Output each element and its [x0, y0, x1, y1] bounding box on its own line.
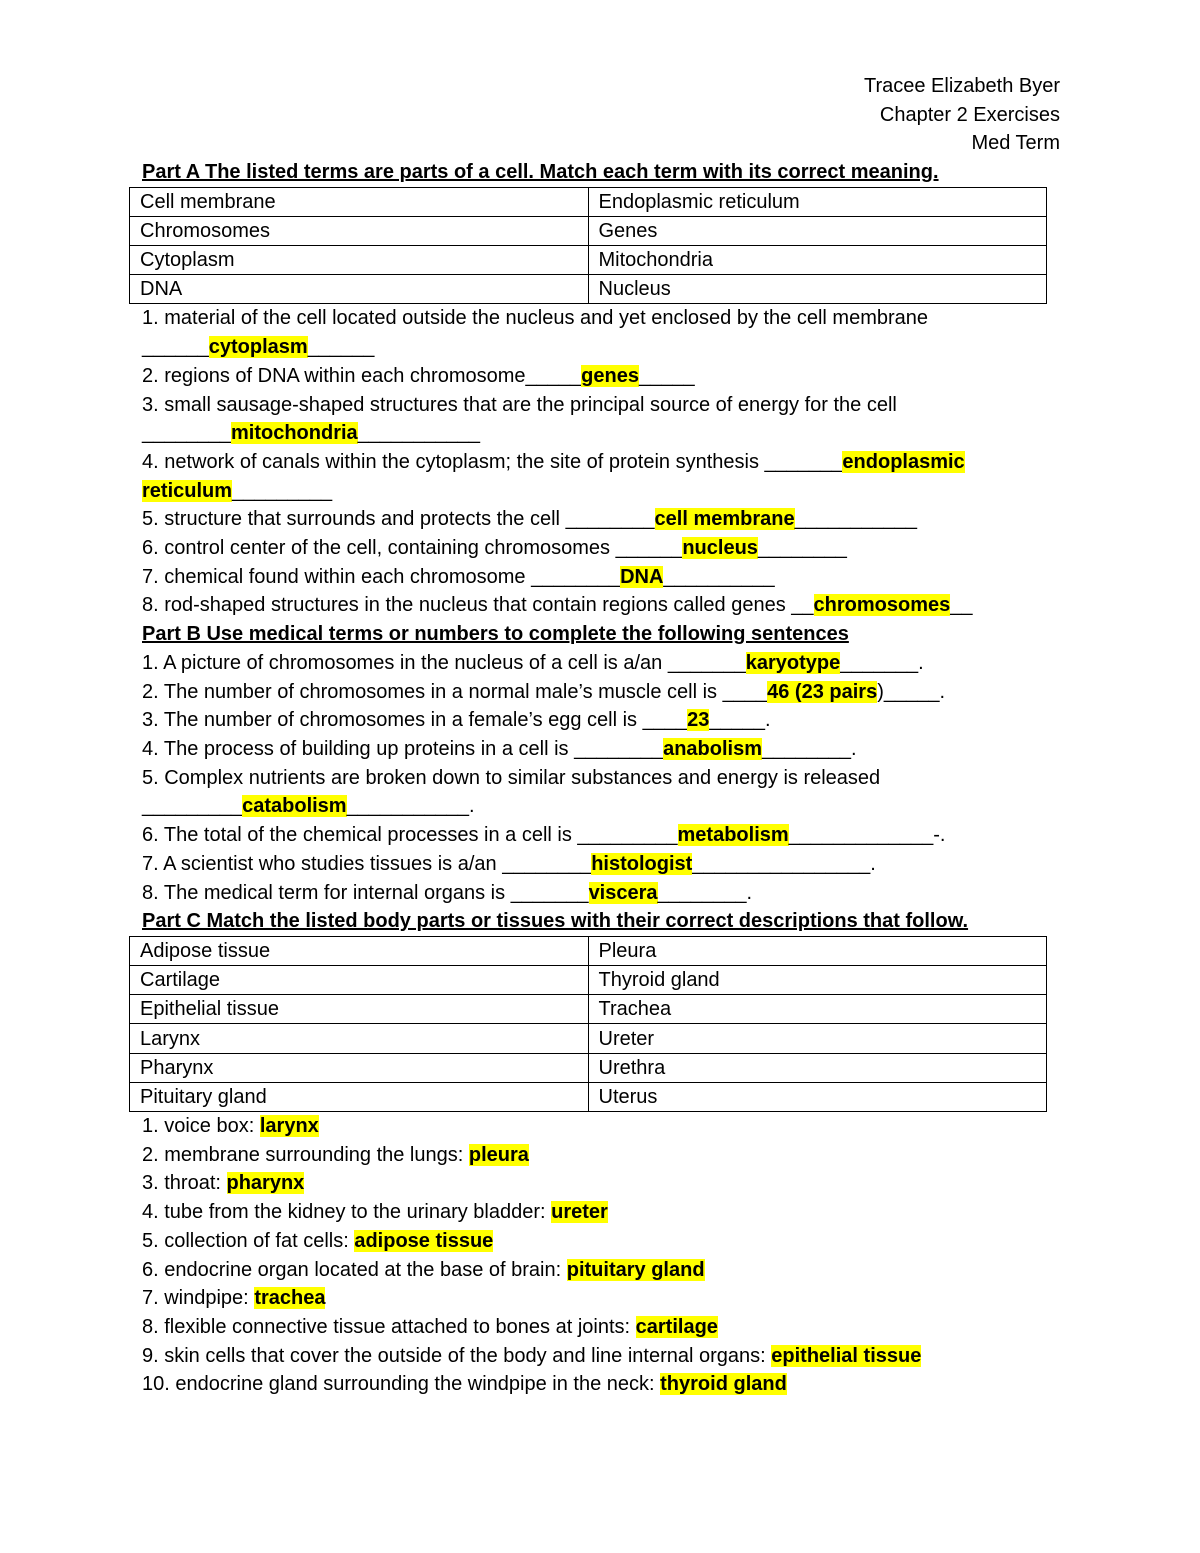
answer-highlight: 46 (23 pairs — [767, 680, 878, 703]
answer-highlight: adipose tissue — [354, 1229, 494, 1252]
answer-highlight: epithelial tissue — [771, 1344, 922, 1367]
question-text: 8. flexible connective tissue attached to bones at joints: — [142, 1315, 631, 1338]
question-text: 1. voice box: — [142, 1115, 255, 1138]
table-row — [130, 246, 1047, 275]
table-row — [130, 1082, 1047, 1111]
chapter-title: Chapter 2 Exercises — [879, 103, 1060, 126]
answer-highlight: thyroid gland — [660, 1373, 787, 1396]
part-a-item-1 — [142, 304, 1062, 333]
student-name: Tracee Elizabeth Byer — [863, 75, 1060, 97]
part-c-item-7 — [142, 1284, 1062, 1313]
answer-highlight: chromosomes — [813, 594, 951, 617]
blank: _______ — [764, 450, 843, 473]
part-c-item-6 — [142, 1256, 1062, 1285]
blank: ____ — [722, 680, 768, 703]
part-c-item-8 — [142, 1313, 1062, 1342]
part-c-item-3 — [142, 1169, 1062, 1198]
question-text: 1. A picture of chromosomes in the nucleus of a cell is a/an — [142, 651, 663, 674]
blank: _____ — [638, 364, 695, 387]
table-cell: Uterus — [588, 1082, 1047, 1111]
question-text: 4. tube from the kidney to the urinary bladder: — [142, 1201, 546, 1224]
blank: )_____. — [877, 680, 946, 703]
blank: _________ — [577, 824, 678, 847]
document-header — [864, 72, 1060, 158]
part-a-term-table — [129, 187, 1047, 305]
part-a-item-7 — [142, 563, 1062, 592]
part-c-item-9 — [142, 1342, 1062, 1371]
part-c-item-2 — [142, 1141, 1062, 1170]
blank: ______ — [142, 336, 209, 359]
question-text: 5. Complex nutrients are broken down to similar substances and energy is released — [142, 766, 881, 789]
answer-highlight: mitochondria — [230, 422, 358, 445]
table-row — [130, 1053, 1047, 1082]
blank: _______. — [840, 651, 924, 674]
part-c-item-10 — [142, 1370, 1062, 1399]
question-text: 7. chemical found within each chromosome — [142, 565, 526, 588]
blank: ________________. — [692, 852, 876, 875]
blank: ___________ — [357, 422, 481, 445]
answer-highlight: pharynx — [226, 1172, 305, 1195]
answer-highlight: anabolism — [663, 738, 763, 760]
blank: __ — [791, 594, 814, 617]
answer-highlight: trachea — [254, 1287, 326, 1310]
part-b-item-7 — [142, 850, 1062, 879]
table-cell: Urethra — [588, 1053, 1047, 1082]
blank: ________ — [531, 565, 621, 588]
part-c-item-4 — [142, 1198, 1062, 1227]
question-text: 2. membrane surrounding the lungs: — [142, 1143, 464, 1166]
question-text: 6. endocrine organ located at the base of brain: — [142, 1258, 562, 1281]
table-cell: Mitochondria — [588, 246, 1047, 275]
question-text: 8. rod-shaped structures in the nucleus that contain regions called genes — [142, 594, 786, 617]
table-cell: Thyroid gland — [588, 966, 1047, 995]
blank: ________. — [762, 738, 857, 760]
answer-highlight: cell membrane — [654, 508, 795, 531]
table-cell: Pleura — [588, 936, 1047, 965]
answer-highlight: catabolism — [242, 795, 347, 818]
blank: ___________. — [346, 795, 475, 818]
question-text: 9. skin cells that cover the outside of the body and line internal organs: — [142, 1344, 766, 1367]
question-text: 2. regions of DNA within each chromosome — [142, 364, 526, 387]
blank: ________. — [657, 881, 753, 904]
question-text: 3. The number of chromosomes in a female’s egg cell is — [142, 709, 638, 732]
part-b-item-2 — [142, 678, 1062, 707]
blank: ________ — [565, 508, 655, 531]
question-text: 7. A scientist who studies tissues is a/an — [142, 852, 497, 875]
table-row — [130, 216, 1047, 245]
blank: ___________ — [794, 508, 917, 531]
table-cell: Endoplasmic reticulum — [588, 187, 1047, 216]
blank: ____ — [642, 709, 688, 732]
part-a-item-5 — [142, 505, 1062, 534]
answer-highlight: ureter — [551, 1201, 608, 1224]
course-name: Med Term — [971, 132, 1060, 154]
part-c-item-1 — [142, 1112, 1062, 1141]
blank: ______ — [615, 537, 683, 560]
table-row — [130, 995, 1047, 1024]
question-text: 6. The total of the chemical processes in a cell is — [142, 824, 572, 847]
table-cell: Ureter — [588, 1024, 1047, 1053]
blank: ______ — [307, 336, 375, 359]
question-text: 3. small sausage-shaped structures that are the principal source of energy for the cell — [142, 393, 897, 416]
table-cell: Cytoplasm — [130, 246, 589, 275]
table-cell: Trachea — [588, 995, 1047, 1024]
part-a-item-6 — [142, 534, 1062, 563]
table-row — [130, 275, 1047, 304]
table-cell: Nucleus — [588, 275, 1047, 304]
table-cell: Chromosomes — [130, 216, 589, 245]
table-row — [130, 1024, 1047, 1053]
part-b-item-5 — [142, 764, 1062, 793]
part-c-term-table — [129, 936, 1047, 1112]
question-text: 10. endocrine gland surrounding the windpipe in the neck: — [142, 1373, 655, 1396]
question-text: 4. network of canals within the cytoplasm; the site of protein synthesis — [142, 450, 759, 473]
part-a-item-8 — [142, 591, 1062, 620]
blank: _______ — [667, 651, 746, 674]
answer-highlight: pleura — [468, 1143, 529, 1166]
blank: ________ — [142, 422, 231, 445]
part-a-item-4-answer-line — [142, 477, 1062, 506]
answer-highlight: histologist — [591, 852, 693, 875]
blank: ________ — [502, 852, 592, 875]
table-cell: Cartilage — [130, 966, 589, 995]
table-cell: Epithelial tissue — [130, 995, 589, 1024]
answer-highlight: DNA — [620, 565, 664, 588]
document-body — [142, 158, 1062, 1399]
table-cell: Pharynx — [130, 1053, 589, 1082]
part-a-item-3-answer-line — [142, 419, 1062, 448]
answer-highlight: pituitary gland — [566, 1258, 705, 1281]
answer-highlight: endoplasmic — [842, 450, 965, 473]
part-b-item-1 — [142, 649, 1062, 678]
question-text: 5. collection of fat cells: — [142, 1229, 349, 1252]
blank: _____ — [525, 364, 582, 387]
part-a-title: Part A The listed terms are parts of a cell. Match each term with its correct meaning. — [142, 161, 939, 183]
blank: _______ — [510, 881, 589, 904]
question-text: 5. structure that surrounds and protects the cell — [142, 508, 560, 531]
blank: __ — [950, 594, 973, 617]
answer-highlight: nucleus — [682, 537, 758, 560]
question-text: 6. control center of the cell, containing chromosomes — [142, 537, 611, 560]
table-cell: DNA — [130, 275, 589, 304]
part-b-item-8 — [142, 879, 1062, 908]
table-cell: Genes — [588, 216, 1047, 245]
question-text: 3. throat: — [142, 1172, 221, 1195]
answer-highlight: cartilage — [635, 1315, 718, 1338]
question-text: 1. material of the cell located outside the nucleus and yet enclosed by the cell membrane — [142, 307, 929, 330]
blank: _____________-. — [788, 824, 946, 847]
part-a-item-1-answer-line — [142, 333, 1062, 362]
question-text: 2. The number of chromosomes in a normal male’s muscle cell is — [142, 680, 718, 703]
table-cell: Larynx — [130, 1024, 589, 1053]
answer-highlight: larynx — [259, 1115, 319, 1138]
table-row — [130, 187, 1047, 216]
table-row — [130, 936, 1047, 965]
question-text: 7. windpipe: — [142, 1287, 249, 1310]
answer-highlight: karyotype — [745, 651, 841, 674]
blank: ________ — [574, 738, 664, 760]
question-text: 4. The process of building up proteins in a cell is — [142, 738, 569, 760]
blank: ________ — [757, 537, 847, 560]
part-b-item-5-answer-line — [142, 792, 1062, 821]
part-a-item-2 — [142, 362, 1062, 391]
answer-highlight: metabolism — [677, 824, 789, 847]
answer-highlight: cytoplasm — [208, 336, 308, 359]
answer-highlight: viscera — [588, 881, 658, 904]
table-row — [130, 966, 1047, 995]
table-cell: Cell membrane — [130, 187, 589, 216]
part-b-title: Part B Use medical terms or numbers to complete the following sentences — [142, 623, 849, 646]
part-a-item-3 — [142, 391, 1062, 420]
part-b-item-3 — [142, 706, 1062, 735]
blank: __________ — [663, 565, 775, 588]
part-b-item-6 — [142, 821, 1062, 850]
blank: _________ — [232, 479, 333, 502]
answer-highlight: genes — [581, 364, 639, 387]
part-c-title: Part C Match the listed body parts or tissues with their correct descriptions that follow. — [142, 910, 969, 933]
blank: _____. — [709, 709, 771, 732]
question-text: 8. The medical term for internal organs is — [142, 881, 506, 904]
part-c-item-5 — [142, 1227, 1062, 1256]
part-a-item-4 — [142, 448, 1062, 477]
table-cell: Adipose tissue — [130, 936, 589, 965]
blank: _________ — [142, 795, 243, 818]
part-b-item-4 — [142, 735, 1062, 764]
answer-highlight: 23 — [687, 709, 710, 732]
table-cell: Pituitary gland — [130, 1082, 589, 1111]
answer-highlight: reticulum — [142, 479, 233, 502]
